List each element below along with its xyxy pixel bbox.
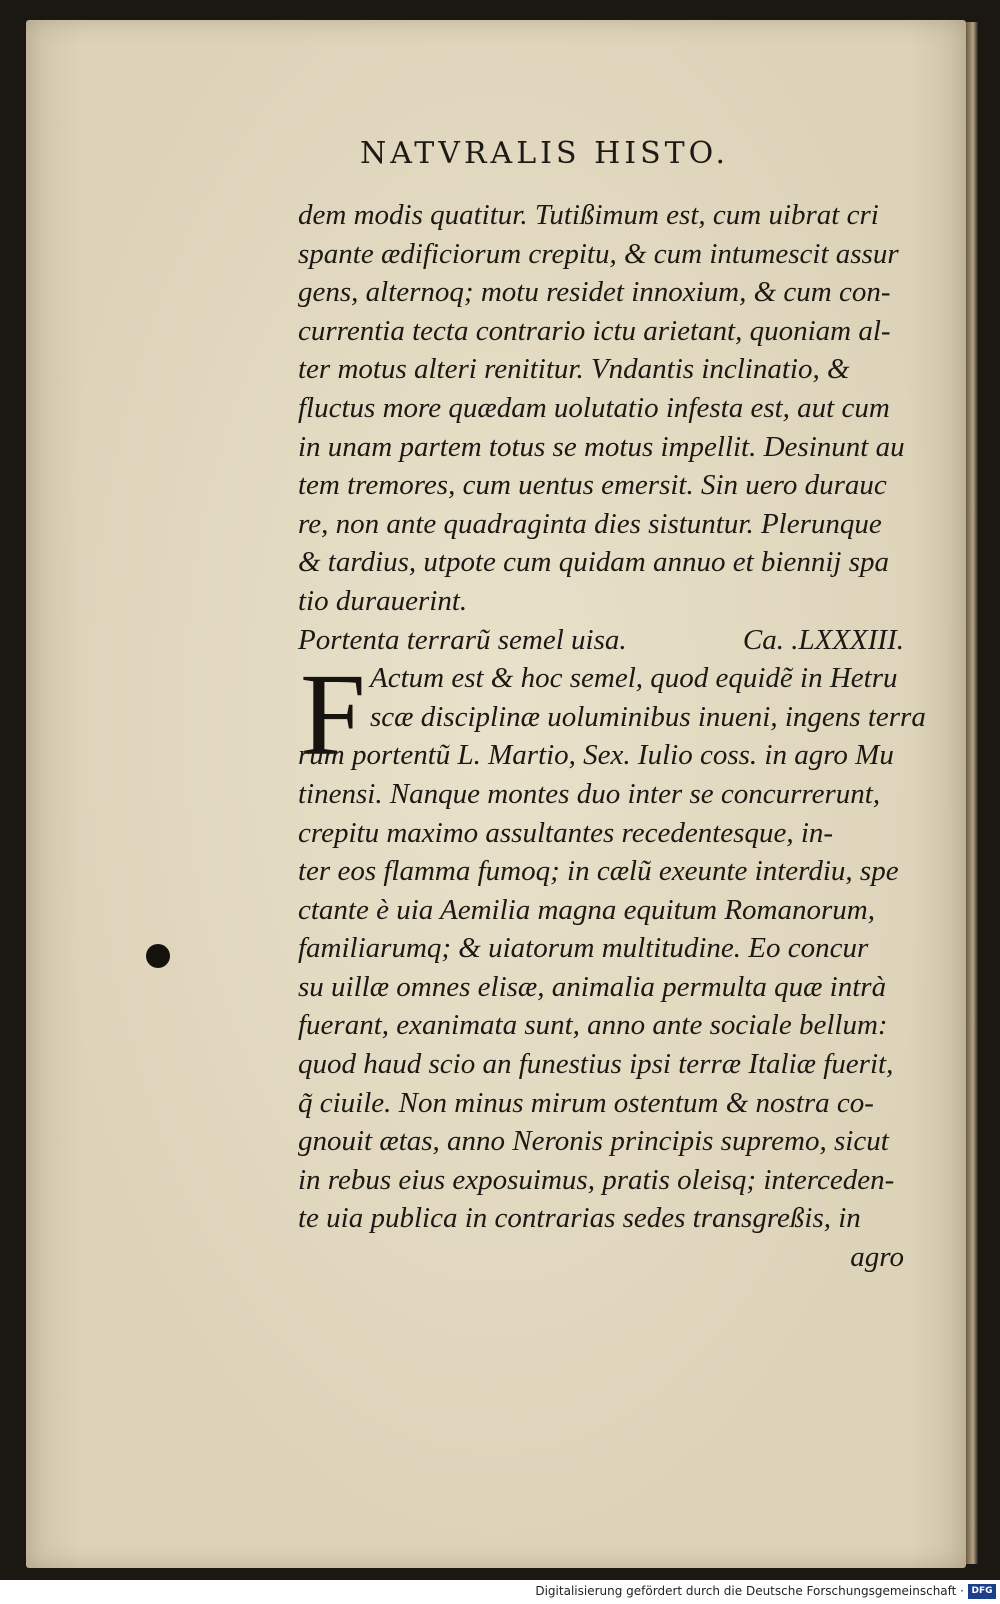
running-head: NATVRALIS HISTO. [360, 136, 730, 171]
text-block [298, 196, 926, 1277]
text-line: quod haud scio an funestius ipsi terræ Italiæ fuerit, [298, 1048, 894, 1081]
page-edge [966, 22, 978, 1564]
drop-cap: F [300, 649, 366, 780]
text-line: rum portentũ L. Martio, Sex. Iulio coss. in agro Mu [298, 739, 894, 772]
text-line: in unam partem totus se motus impellit. Desinunt au [298, 430, 905, 463]
text-line: & tardius, utpote cum quidam annuo et biennij spa [298, 546, 889, 579]
funding-credit: Digitalisierung gefördert durch die Deutsche Forschungsgemeinschaft · [535, 1584, 964, 1598]
text-line: familiarumq; & uiatorum multitudine. Eo concur [298, 932, 869, 965]
text-line: spante ædificiorum crepitu, & cum intumescit assur [298, 237, 899, 270]
text-line: ter motus alteri renititur. Vndantis inclinatio, & [298, 353, 850, 386]
footer-bar [0, 1580, 1000, 1604]
text-line: in rebus eius exposuimus, pratis oleisq; interceden- [298, 1163, 895, 1196]
text-line: scæ disciplinæ uoluminibus inueni, ingens terra [370, 700, 926, 733]
catchword: agro [850, 1241, 904, 1274]
chapter-heading [298, 621, 908, 660]
text-line: gnouit ætas, anno Neronis principis supremo, sicut [298, 1125, 889, 1158]
chapter-number: Ca. .LXXXIII. [742, 623, 904, 656]
ink-dot-mark [146, 944, 170, 968]
text-line: crepitu maximo assultantes recedentesque, in- [298, 816, 834, 849]
text-line: tinensi. Nanque montes duo inter se concurrerunt, [298, 777, 881, 810]
text-line: ctante è uia Aemilia magna equitum Romanorum, [298, 893, 875, 926]
text-line: te uia publica in contrarias sedes transgreßis, in [298, 1202, 861, 1235]
text-line: q̃ ciuile. Non minus mirum ostentum & nostra co- [298, 1086, 874, 1119]
chapter-title: Portenta terrarũ semel uisa. [298, 623, 627, 656]
text-line: Actum est & hoc semel, quod equidẽ in Hetru [370, 662, 898, 695]
text-line: re, non ante quadraginta dies sistuntur. Plerunque [298, 507, 882, 540]
text-line: fuerant, exanimata sunt, anno ante sociale bellum: [298, 1009, 888, 1042]
dfg-logo-icon: DFG [968, 1584, 996, 1599]
text-line: ter eos flamma fumoq; in cælũ exeunte interdiu, spe [298, 855, 899, 888]
text-line: currentia tecta contrario ictu arietant, quoniam al- [298, 314, 891, 347]
text-line: su uillæ omnes elisæ, animalia permulta quæ intrà [298, 970, 887, 1003]
text-line: dem modis quatitur. Tutißimum est, cum uibrat cri [298, 199, 879, 231]
text-line: fluctus more quædam uolutatio infesta est, aut cum [298, 391, 890, 424]
text-line: tio durauerint. [298, 584, 468, 617]
text-line: gens, alternoq; motu residet innoxium, & cum con- [298, 276, 891, 309]
text-line: tem tremores, cum uentus emersit. Sin uero durauc [298, 469, 887, 502]
